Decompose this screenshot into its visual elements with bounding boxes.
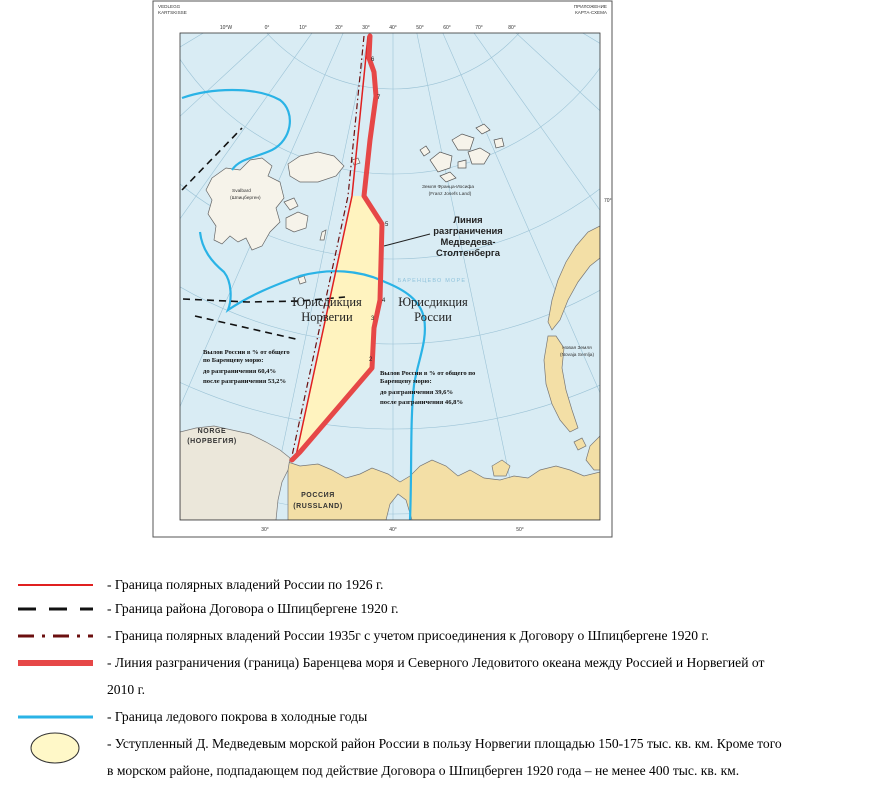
catch-note-line: до разграничения 60,4%: [203, 368, 277, 375]
catch-note-line: Баренцеву морю:: [380, 378, 432, 385]
boundary-point: 4: [382, 298, 386, 304]
line-label-text: Медведева-: [440, 236, 496, 247]
boundary-point: 7: [377, 95, 381, 101]
legend-text-line: в морском районе, подпадающем под действие Договора о Шпицберген 1920 года – не менее 400 тыс. кв. км.: [107, 763, 740, 778]
lon-label: 30°: [261, 527, 269, 533]
line-label-text: разграничения: [433, 225, 503, 236]
catch-note-line: Вылов России в % от общего по: [380, 370, 476, 377]
legend-item-2010-delimitation: [107, 649, 764, 703]
fjl-island: [494, 138, 504, 148]
legend-text-line: 2010 г.: [107, 682, 146, 697]
boundary-point: 6: [371, 57, 375, 63]
catch-note-line: после разграничения 53,2%: [203, 378, 287, 385]
novaya-zemlya-label: Новая Земля: [562, 346, 592, 351]
lon-label: 40°: [389, 25, 397, 31]
barents-sea-map: [152, 0, 613, 538]
legend-item-1935-boundary: [107, 626, 709, 646]
line-label-text: Линия: [453, 214, 483, 225]
legend-symbols: [0, 560, 110, 787]
lon-label: 10°W: [219, 25, 233, 31]
boundary-point: 5: [385, 222, 389, 228]
norway-label: NORGE: [197, 428, 227, 435]
header-right-line-1: ПРИЛОЖЕНИЕ: [573, 4, 607, 9]
franz-josef-label: Земля Франца-Иосифа: [421, 185, 475, 190]
lon-label: 10°: [299, 25, 307, 31]
sea-label: БАРЕНЦЕВО МОРЕ: [397, 278, 467, 284]
jurisdiction-text: Юрисдикция: [398, 295, 468, 309]
jurisdiction-text: Норвегии: [301, 310, 353, 324]
legend-item-1926-boundary: [107, 575, 383, 595]
franz-josef-label-en: (Franz Josefs Land): [428, 192, 472, 197]
catch-note-line: Вылов России в % от общего: [203, 349, 290, 356]
legend-text-line: - Уступленный Д. Медведевым морской район России в пользу Норвегии площадью 150-175 тыс. кв. км. Кроме того: [107, 736, 782, 751]
legend-text-line: - Граница района Договора о Шпицбергене 1920 г.: [107, 601, 399, 616]
lon-label: 0°: [264, 25, 270, 31]
catch-note-line: по Баренцеву морю:: [203, 357, 264, 364]
legend-item-svalbard-treaty: [107, 599, 399, 619]
legend-symbol-yellow-ellipse: [31, 733, 79, 763]
svalbard-label-ru: (Шпицберген): [230, 196, 261, 201]
header-left-line-1: VEDLEGG: [158, 4, 181, 9]
lon-label: 30°: [362, 25, 370, 31]
header-right-line-2: КАРТА-СХЕМА: [575, 10, 607, 15]
lon-label: 80°: [508, 25, 516, 31]
lon-label: 20°: [335, 25, 343, 31]
legend-text-line: - Граница полярных владений России 1935г с учетом присоединения к Договору о Шпицбергене 1920 г.: [107, 628, 709, 643]
boundary-point: 3: [371, 316, 375, 322]
catch-note-line: до разграничения 39,6%: [380, 389, 454, 396]
legend-text-line: - Граница полярных владений России по 1926 г.: [107, 577, 384, 592]
lon-label: 40°: [389, 527, 397, 533]
boundary-point: 2: [369, 357, 373, 363]
jurisdiction-norway-label: [292, 295, 362, 324]
russia-label: РОССИЯ: [301, 492, 335, 499]
legend-text-line: - Граница ледового покрова в холодные годы: [107, 709, 368, 724]
legend-item-ceded-area: [107, 730, 782, 784]
legend-text-line: - Линия разграничения (граница) Баренцева моря и Северного Ледовитого океана между Россией и Норвегией от: [107, 655, 765, 670]
lon-label: 50°: [516, 527, 524, 533]
jurisdiction-text: Юрисдикция: [292, 295, 362, 309]
russia-label-en: (RUSSLAND): [293, 503, 343, 510]
novaya-zemlya-label-en: (Novaja Semlja): [559, 353, 595, 358]
norway-label-ru: (НОРВЕГИЯ): [187, 438, 237, 445]
catch-note-line: после разграничения 46,8%: [380, 399, 464, 406]
jurisdiction-text: России: [414, 310, 452, 324]
lon-label: 70°: [475, 25, 483, 31]
line-label-text: Столтенберга: [435, 247, 501, 258]
header-left-line-2: KARTSKISSE: [158, 10, 187, 15]
lat-label: 70°: [604, 198, 612, 204]
legend-item-ice-boundary: [107, 707, 367, 727]
lon-label: 60°: [443, 25, 451, 31]
lon-label: 50°: [416, 25, 424, 31]
svalbard-label: Svalbard: [232, 189, 251, 194]
